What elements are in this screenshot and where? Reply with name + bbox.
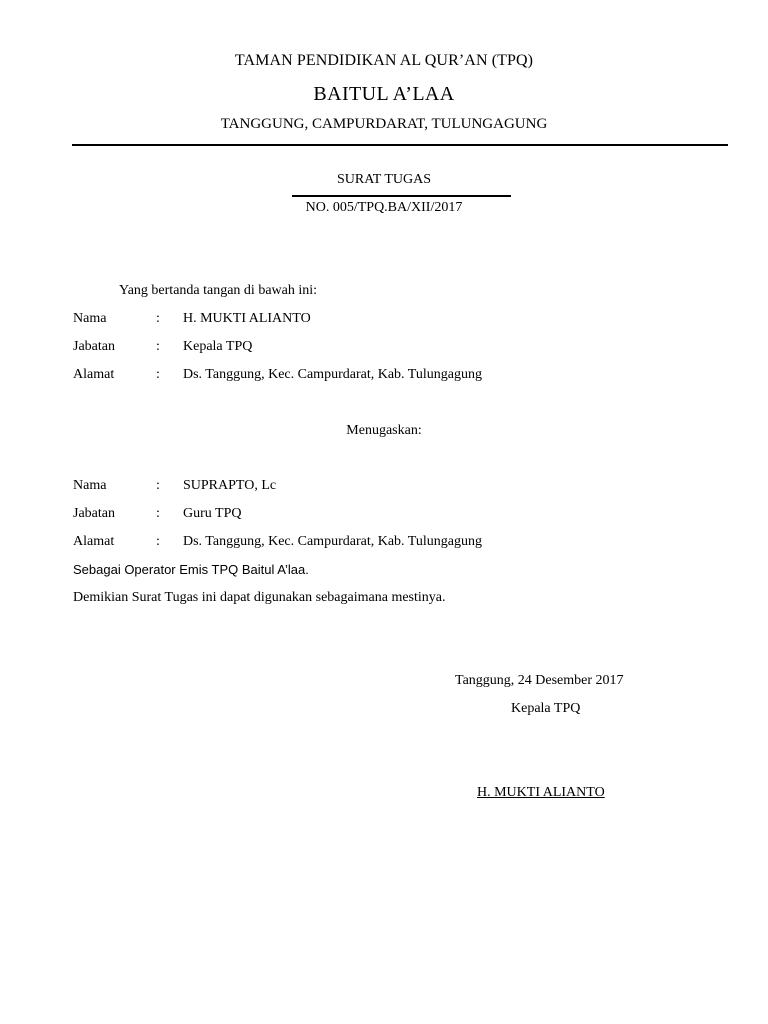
assignee-position-value: Guru TPQ [183,506,242,521]
signatory-address-colon: : [156,367,160,382]
signature-position: Kepala TPQ [511,701,581,716]
intro-text: Yang bertanda tangan di bawah ini: [119,283,318,298]
signatory-address-value: Ds. Tanggung, Kec. Campurdarat, Kab. Tulungagung [183,367,482,382]
signatory-address-label: Alamat [73,367,115,382]
letterhead-divider [72,144,728,146]
signatory-name-label: Nama [73,311,107,326]
signatory-name-value: H. MUKTI ALIANTO [183,311,311,326]
task-statement: Sebagai Operator Emis TPQ Baitul A’laa. [73,562,309,577]
signatory-position-label: Jabatan [73,339,115,354]
signatory-position-value: Kepala TPQ [183,339,253,354]
assign-heading: Menugaskan: [346,423,422,438]
signatory-position-colon: : [156,339,160,354]
assignee-name-label: Nama [73,478,107,493]
assignee-name-colon: : [156,478,160,493]
letter-title: SURAT TUGAS [336,172,431,187]
signatory-name-colon: : [156,311,160,326]
assignee-address-label: Alamat [73,534,115,549]
assignee-position-colon: : [156,506,160,521]
title-underline [292,195,511,197]
assignee-address-colon: : [156,534,160,549]
assignee-name-value: SUPRAPTO, Lc [183,478,277,493]
signature-name: H. MUKTI ALIANTO [477,785,605,800]
assignee-position-label: Jabatan [73,506,115,521]
assignee-address-value: Ds. Tanggung, Kec. Campurdarat, Kab. Tulungagung [183,534,482,549]
institution-address: TANGGUNG, CAMPURDARAT, TULUNGAGUNG [220,116,548,132]
letter-number: NO. 005/TPQ.BA/XII/2017 [305,200,463,215]
institution-name: TAMAN PENDIDIKAN AL QUR’AN (TPQ) [234,52,534,69]
closing-statement: Demikian Surat Tugas ini dapat digunakan sebagaimana mestinya. [73,590,446,605]
institution-title: BAITUL A’LAA [313,83,455,105]
signature-place-date: Tanggung, 24 Desember 2017 [455,673,624,688]
